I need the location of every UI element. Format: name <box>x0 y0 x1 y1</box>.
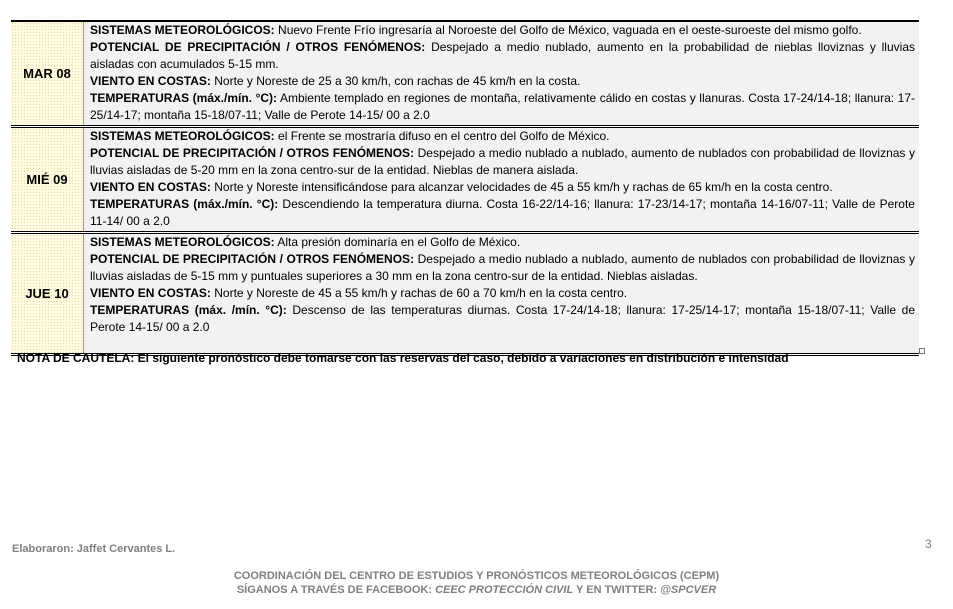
forecast-heading: TEMPERATURAS (máx./mín. °C): <box>90 91 278 105</box>
forecast-heading: VIENTO EN COSTAS: <box>90 286 211 300</box>
forecast-heading: VIENTO EN COSTAS: <box>90 74 211 88</box>
forecast-item <box>90 39 915 73</box>
forecast-text: Despejado a medio nublado a nublado, aumento de nublados con probabilidad de lloviznas y lluvias aisladas de 5-15 mm y puntuales superiores a 30 mm en la zona centro-sur de la entidad. Nieblas aisladas. <box>90 252 915 283</box>
forecast-item <box>90 145 915 179</box>
forecast-item <box>90 234 915 251</box>
footer-facebook: CEEC PROTECCIÓN CIVIL <box>435 584 574 596</box>
footer-twitter: @SPCVER <box>660 584 717 596</box>
day-label: JUE 10 <box>11 234 84 353</box>
forecast-heading: SISTEMAS METEOROLÓGICOS: <box>90 23 275 37</box>
day-forecast <box>84 234 919 353</box>
forecast-text: Norte y Noreste de 25 a 30 km/h, con rachas de 45 km/h en la costa. <box>210 74 581 88</box>
forecast-heading: TEMPERATURAS (máx. /mín. °C): <box>90 303 287 317</box>
forecast-heading: POTENCIAL DE PRECIPITACIÓN / OTROS FENÓMENOS: <box>90 146 415 160</box>
forecast-text: Descenso de las temperaturas diurnas. Costa 17-24/14-18; llanura: 17-25/14-17; montaña 15-18/07-11; Valle de Perote 14-15/ 00 a 2.0 <box>90 303 915 334</box>
author-credit: Elaboraron: Jaffet Cervantes L. <box>12 543 176 555</box>
forecast-heading: POTENCIAL DE PRECIPITACIÓN / OTROS FENÓMENOS: <box>90 40 426 54</box>
forecast-item <box>90 73 915 90</box>
forecast-text: Norte y Noreste de 45 a 55 km/h y rachas de 60 a 70 km/h en la costa centro. <box>210 286 628 300</box>
forecast-item <box>90 285 915 302</box>
forecast-text: Descendiendo la temperatura diurna. Costa 16-22/14-16; llanura: 17-23/14-17; montaña 14-16/07-11; Valle de Perote 11-14/ 00 a 2.0 <box>90 197 915 228</box>
day-forecast <box>84 22 919 125</box>
footer-social-prefix: SÍGANOS A TRAVÉS DE FACEBOOK: <box>236 584 436 596</box>
forecast-text: Nuevo Frente Frío ingresaría al Noroeste del Golfo de México, vaguada en el oeste-suroeste del mismo golfo. <box>274 23 862 37</box>
forecast-item <box>90 128 915 145</box>
forecast-heading: VIENTO EN COSTAS: <box>90 180 211 194</box>
forecast-item <box>90 196 915 230</box>
caution-note: NOTA DE CAUTELA: El siguiente pronóstico debe tomarse con las reservas del caso, debido a variaciones en distribución e intensidad <box>17 351 789 365</box>
day-forecast <box>84 128 919 231</box>
day-row-mar-08 <box>11 22 919 128</box>
forecast-item <box>90 179 915 196</box>
footer-social <box>0 583 953 597</box>
page-number: 3 <box>925 537 932 551</box>
forecast-heading: POTENCIAL DE PRECIPITACIÓN / OTROS FENÓMENOS: <box>90 252 415 266</box>
forecast-text: Alta presión dominaría en el Golfo de México. <box>274 235 521 249</box>
forecast-text: Despejado a medio nublado a nublado, aumento de nublados con probabilidad de lloviznas y lluvias aisladas de 5-20 mm en la zona centro-sur de la entidad. Nieblas de manera aislada. <box>90 146 915 177</box>
forecast-text: Despejado a medio nublado, aumento en la probabilidad de nieblas lloviznas y lluvias aisladas con acumulados 5-15 mm. <box>90 40 915 71</box>
forecast-item <box>90 22 915 39</box>
forecast-text: Norte y Noreste intensificándose para alcanzar velocidades de 45 a 55 km/h y rachas de 65 km/h en la costa centro. <box>210 180 833 194</box>
table-resize-handle[interactable] <box>919 348 925 354</box>
forecast-heading: SISTEMAS METEOROLÓGICOS: <box>90 129 275 143</box>
forecast-text: el Frente se mostraría difuso en el centro del Golfo de México. <box>274 129 610 143</box>
forecast-heading: TEMPERATURAS (máx./mín. °C): <box>90 197 279 211</box>
day-row-mie-09 <box>11 128 919 234</box>
footer-social-mid: Y EN TWITTER: <box>576 584 661 596</box>
forecast-item <box>90 302 915 336</box>
footer <box>0 569 953 597</box>
day-label: MAR 08 <box>11 22 84 125</box>
forecast-item <box>90 251 915 285</box>
forecast-table <box>11 20 919 356</box>
forecast-text: Ambiente templado en regiones de montaña, relativamente cálido en costas y llanuras. Costa 17-24/14-18; llanura: 17-25/14-17; montaña 15-18/07-11; Valle de Perote 14-15/ 00 a 2.0 <box>90 91 915 122</box>
day-label: MIÉ 09 <box>11 128 84 231</box>
forecast-item <box>90 90 915 124</box>
day-row-jue-10 <box>11 234 919 356</box>
forecast-heading: SISTEMAS METEOROLÓGICOS: <box>90 235 275 249</box>
footer-organization: COORDINACIÓN DEL CENTRO DE ESTUDIOS Y PRONÓSTICOS METEOROLÓGICOS (CEPM) <box>233 570 720 582</box>
